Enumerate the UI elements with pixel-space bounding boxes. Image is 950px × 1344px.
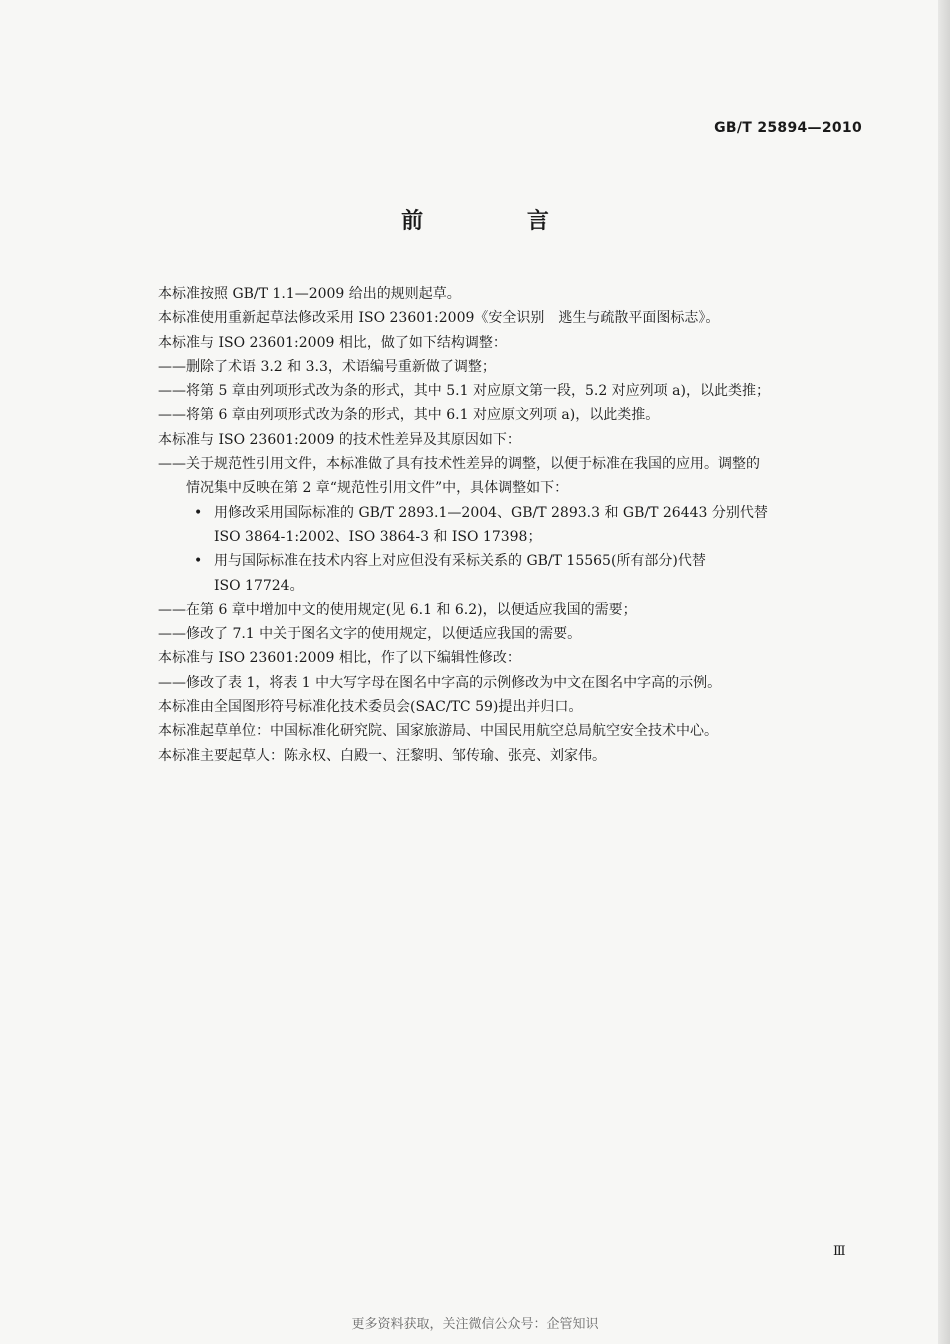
paragraph: 本标准与 ISO 23601:2009 相比，做了如下结构调整： bbox=[158, 334, 507, 351]
footer-note: 更多资料获取，关注微信公众号：企管知识 bbox=[351, 1317, 599, 1332]
paragraph: 本标准与 ISO 23601:2009 的技术性差异及其原因如下： bbox=[158, 431, 521, 448]
bullet-list-item-line: 用与国际标准在技术内容上对应但没有采标关系的 GB/T 15565(所有部分)代替 bbox=[214, 553, 706, 570]
paragraph: 本标准起草单位：中国标准化研究院、国家旅游局、中国民用航空总局航空安全技术中心。 bbox=[158, 723, 718, 740]
bullet-list-item-line: ISO 3864-1:2002、ISO 3864-3 和 ISO 17398； bbox=[214, 528, 542, 545]
bullet-list-item-line: ISO 17724。 bbox=[214, 577, 304, 594]
bullet-list-item-line: 用修改采用国际标准的 GB/T 2893.1—2004、GB/T 2893.3 和 GB/T 26443 分别代替 bbox=[214, 504, 768, 521]
dash-list-item: ——修改了表 1，将表 1 中大写字母在图名中字高的示例修改为中文在图名中字高的示例。 bbox=[158, 674, 722, 691]
bullet-icon: • bbox=[194, 553, 203, 570]
dash-list-item: ——将第 6 章由列项形式改为条的形式，其中 6.1 对应原文列项 a)，以此类推。 bbox=[158, 407, 660, 424]
preface-body bbox=[158, 282, 862, 768]
page-title: 前 言 bbox=[401, 209, 597, 234]
paragraph: 本标准使用重新起草法修改采用 ISO 23601:2009《安全识别 逃生与疏散平面图标志》。 bbox=[158, 310, 720, 327]
dash-list-item: ——在第 6 章中增加中文的使用规定(见 6.1 和 6.2)，以便适应我国的需要； bbox=[158, 601, 637, 618]
page-edge bbox=[938, 0, 950, 1344]
dash-list-item-line: ——关于规范性引用文件，本标准做了具有技术性差异的调整，以便于标准在我国的应用。调整的 bbox=[158, 456, 760, 473]
page-number: Ⅲ bbox=[833, 1244, 846, 1259]
standard-code: GB/T 25894—2010 bbox=[714, 120, 862, 136]
paragraph: 本标准由全国图形符号标准化技术委员会(SAC/TC 59)提出并归口。 bbox=[158, 699, 583, 716]
bullet-list-item bbox=[158, 549, 862, 598]
dash-list-item: ——修改了 7.1 中关于图名文字的使用规定，以便适应我国的需要。 bbox=[158, 626, 582, 643]
paragraph: 本标准主要起草人：陈永权、白殿一、汪黎明、邹传瑜、张亮、刘家伟。 bbox=[158, 747, 606, 764]
dash-list-item: ——删除了术语 3.2 和 3.3，术语编号重新做了调整； bbox=[158, 358, 496, 375]
dash-list-item bbox=[158, 452, 862, 501]
dash-list-item-line: 情况集中反映在第 2 章“规范性引用文件”中，具体调整如下： bbox=[186, 480, 569, 497]
bullet-icon: • bbox=[194, 504, 203, 521]
dash-list-item: ——将第 5 章由列项形式改为条的形式，其中 5.1 对应原文第一段，5.2 对应列项 a)，以此类推； bbox=[158, 383, 770, 400]
paragraph: 本标准按照 GB/T 1.1—2009 给出的规则起草。 bbox=[158, 286, 461, 302]
paragraph: 本标准与 ISO 23601:2009 相比，作了以下编辑性修改： bbox=[158, 650, 521, 667]
bullet-list-item bbox=[158, 501, 862, 550]
